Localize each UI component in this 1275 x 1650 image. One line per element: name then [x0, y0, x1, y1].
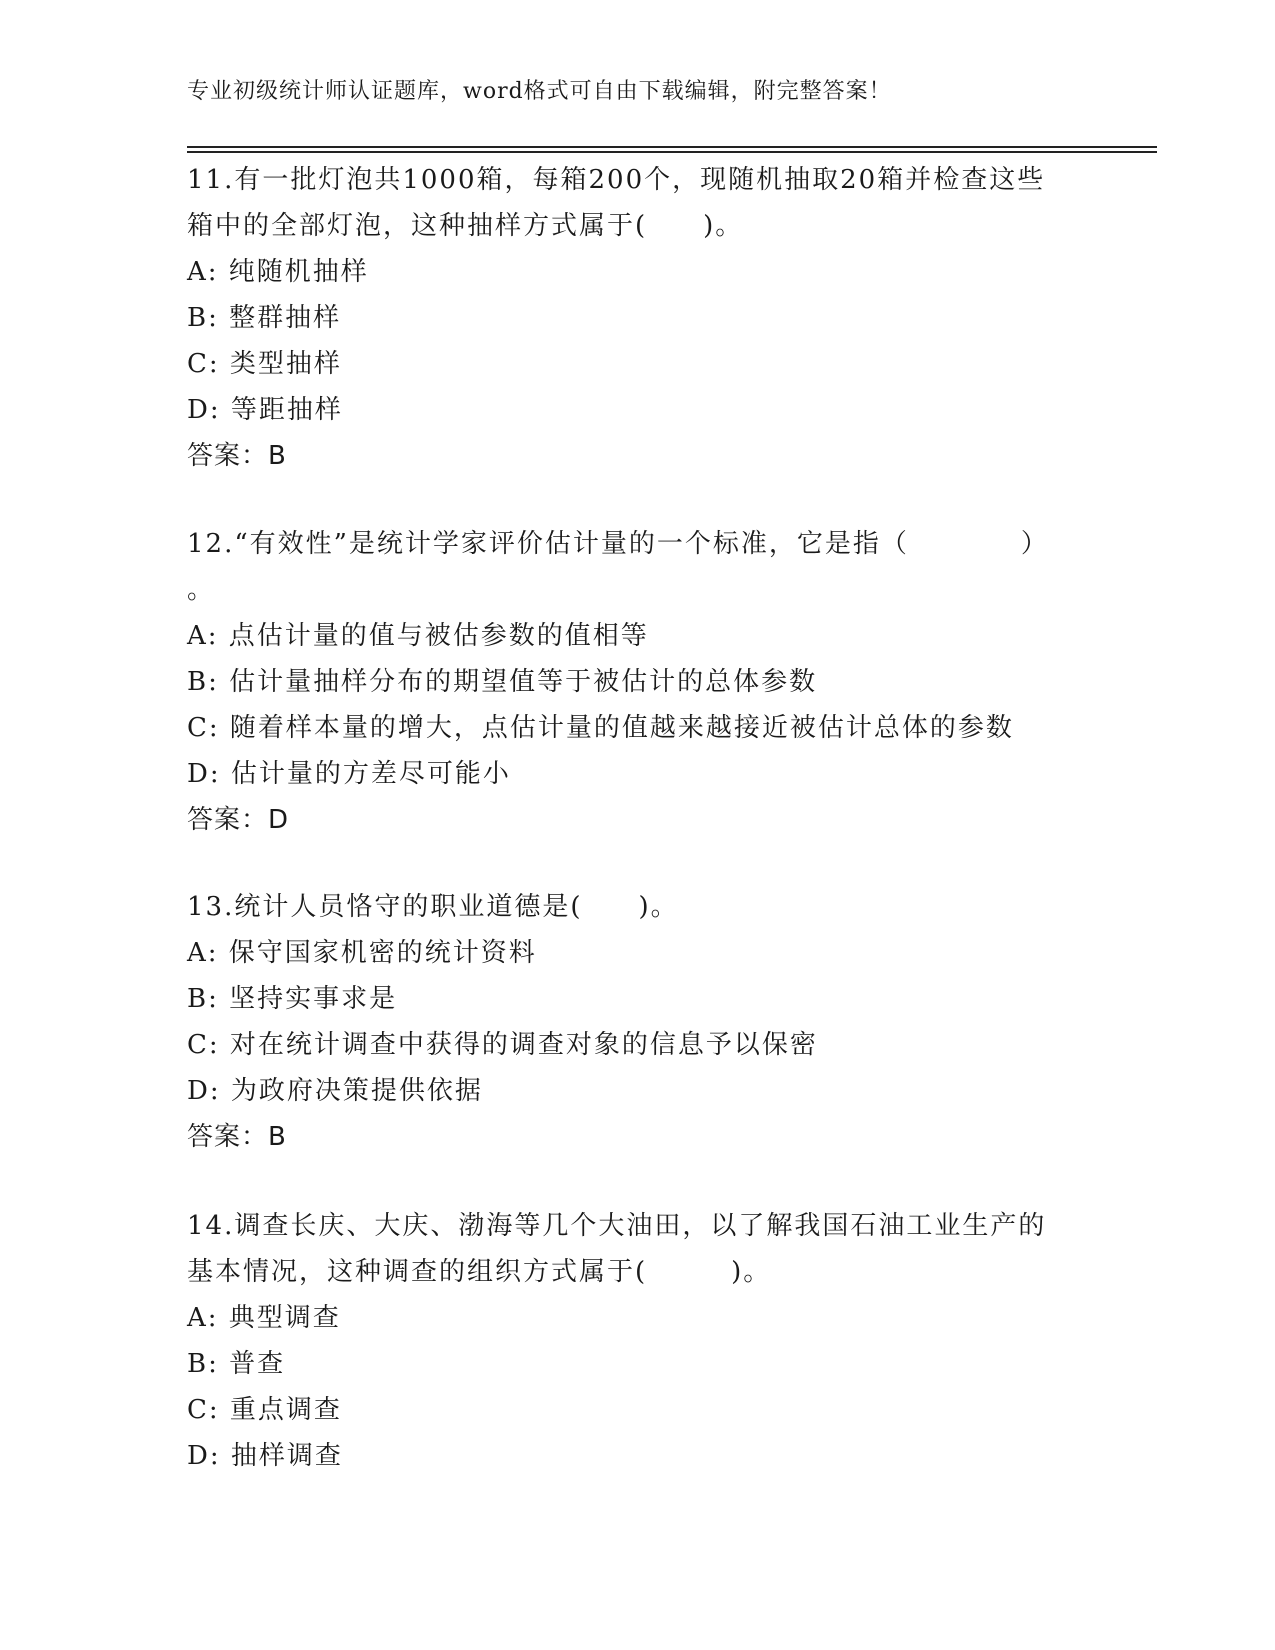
- option-a: A: 典型调查: [187, 1303, 341, 1333]
- option-c: C: 对在统计调查中获得的调查对象的信息予以保密: [187, 1030, 818, 1060]
- option-d: D: 为政府决策提供依据: [187, 1076, 483, 1106]
- answer-line: 答案：B: [187, 1122, 287, 1152]
- option-b: B: 估计量抽样分布的期望值等于被估计的总体参数: [187, 667, 818, 697]
- option-b: B: 普查: [187, 1349, 286, 1379]
- answer-line: 答案：D: [187, 805, 290, 835]
- question-12: [187, 521, 1087, 843]
- question-text-line: 基本情况，这种调查的组织方式属于( )。: [187, 1257, 772, 1287]
- question-text-line: 12.“有效性”是统计学家评价估计量的一个标准，它是指（ ）: [187, 529, 1049, 559]
- question-14: [187, 1203, 1087, 1479]
- option-a: A: 点估计量的值与被估参数的值相等: [187, 621, 649, 651]
- option-b: B: 坚持实事求是: [187, 984, 398, 1014]
- header-rule-bottom: [187, 151, 1157, 153]
- question-text-line: 13.统计人员恪守的职业道德是( )。: [187, 892, 679, 922]
- option-c: C: 随着样本量的增大，点估计量的值越来越接近被估计总体的参数: [187, 713, 1014, 743]
- option-d: D: 估计量的方差尽可能小: [187, 759, 511, 789]
- option-d: D: 等距抽样: [187, 395, 343, 425]
- question-13: [187, 884, 1087, 1160]
- option-a: A: 纯随机抽样: [187, 257, 369, 287]
- option-c: C: 重点调查: [187, 1395, 342, 1425]
- answer-line: 答案：B: [187, 441, 287, 471]
- header-rule-top: [187, 146, 1157, 148]
- question-text-line: 11.有一批灯泡共1000箱，每箱200个，现随机抽取20箱并检查这些: [187, 165, 1046, 195]
- option-a: A: 保守国家机密的统计资料: [187, 938, 537, 968]
- option-b: B: 整群抽样: [187, 303, 342, 333]
- option-d: D: 抽样调查: [187, 1441, 343, 1471]
- question-11: [187, 157, 1087, 479]
- question-text-line: 箱中的全部灯泡，这种抽样方式属于( )。: [187, 211, 744, 241]
- question-text-line: 。: [187, 575, 216, 605]
- option-c: C: 类型抽样: [187, 349, 342, 379]
- question-text-line: 14.调查长庆、大庆、渤海等几个大油田，以了解我国石油工业生产的: [187, 1211, 1047, 1241]
- page-header: 专业初级统计师认证题库，word格式可自由下载编辑，附完整答案！: [187, 79, 892, 104]
